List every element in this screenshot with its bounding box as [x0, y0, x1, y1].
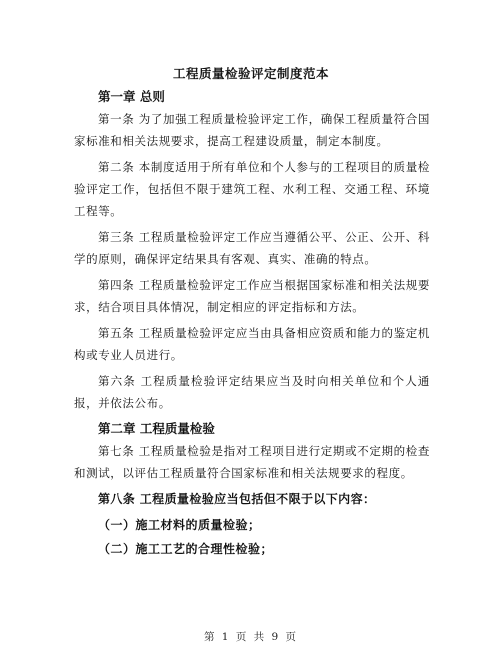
article-8: 第八条 工程质量检验应当包括但不限于以下内容：: [98, 492, 376, 506]
document-title: 工程质量检验评定制度范本: [172, 66, 329, 81]
page-footer: 第 1 页 共 9 页: [203, 631, 299, 643]
article-5: 第五条 工程质量检验评定应当由具备相应资质和能力的鉴定机构或专业人员进行。: [74, 326, 430, 362]
article-3: 第三条 工程质量检验评定工作应当遵循公平、公正、公开、科学的原则，确保评定结果具有客观、真实、准确的特点。: [74, 230, 430, 266]
list-item-1: （一）施工材料的质量检验；: [98, 518, 261, 532]
document-body: [74, 84, 430, 562]
article-4: 第四条 工程质量检验评定工作应当根据国家标准和相关法规要求，结合项目具体情况，制定相应的评定指标和方法。: [74, 278, 430, 314]
list-item-2: （二）施工工艺的合理性检验；: [98, 542, 274, 556]
article-2: 第二条 本制度适用于所有单位和个人参与的工程项目的质量检验评定工作，包括但不限于建筑工程、水利工程、交通工程、环境工程等。: [74, 160, 430, 218]
chapter-heading-2: 第二章 工程质量检验: [98, 421, 215, 436]
article-7: 第七条 工程质量检验是指对工程项目进行定期或不定期的检查和测试，以评估工程质量符合国家标准和相关法规要求的程度。: [74, 444, 430, 480]
chapter-heading-1: 第一章 总则: [98, 89, 165, 104]
article-6: 第六条 工程质量检验评定结果应当及时向相关单位和个人通报，并依法公布。: [74, 374, 430, 410]
article-1: 第一条 为了加强工程质量检验评定工作，确保工程质量符合国家标准和相关法规要求，提高工程建设质量，制定本制度。: [74, 112, 430, 148]
